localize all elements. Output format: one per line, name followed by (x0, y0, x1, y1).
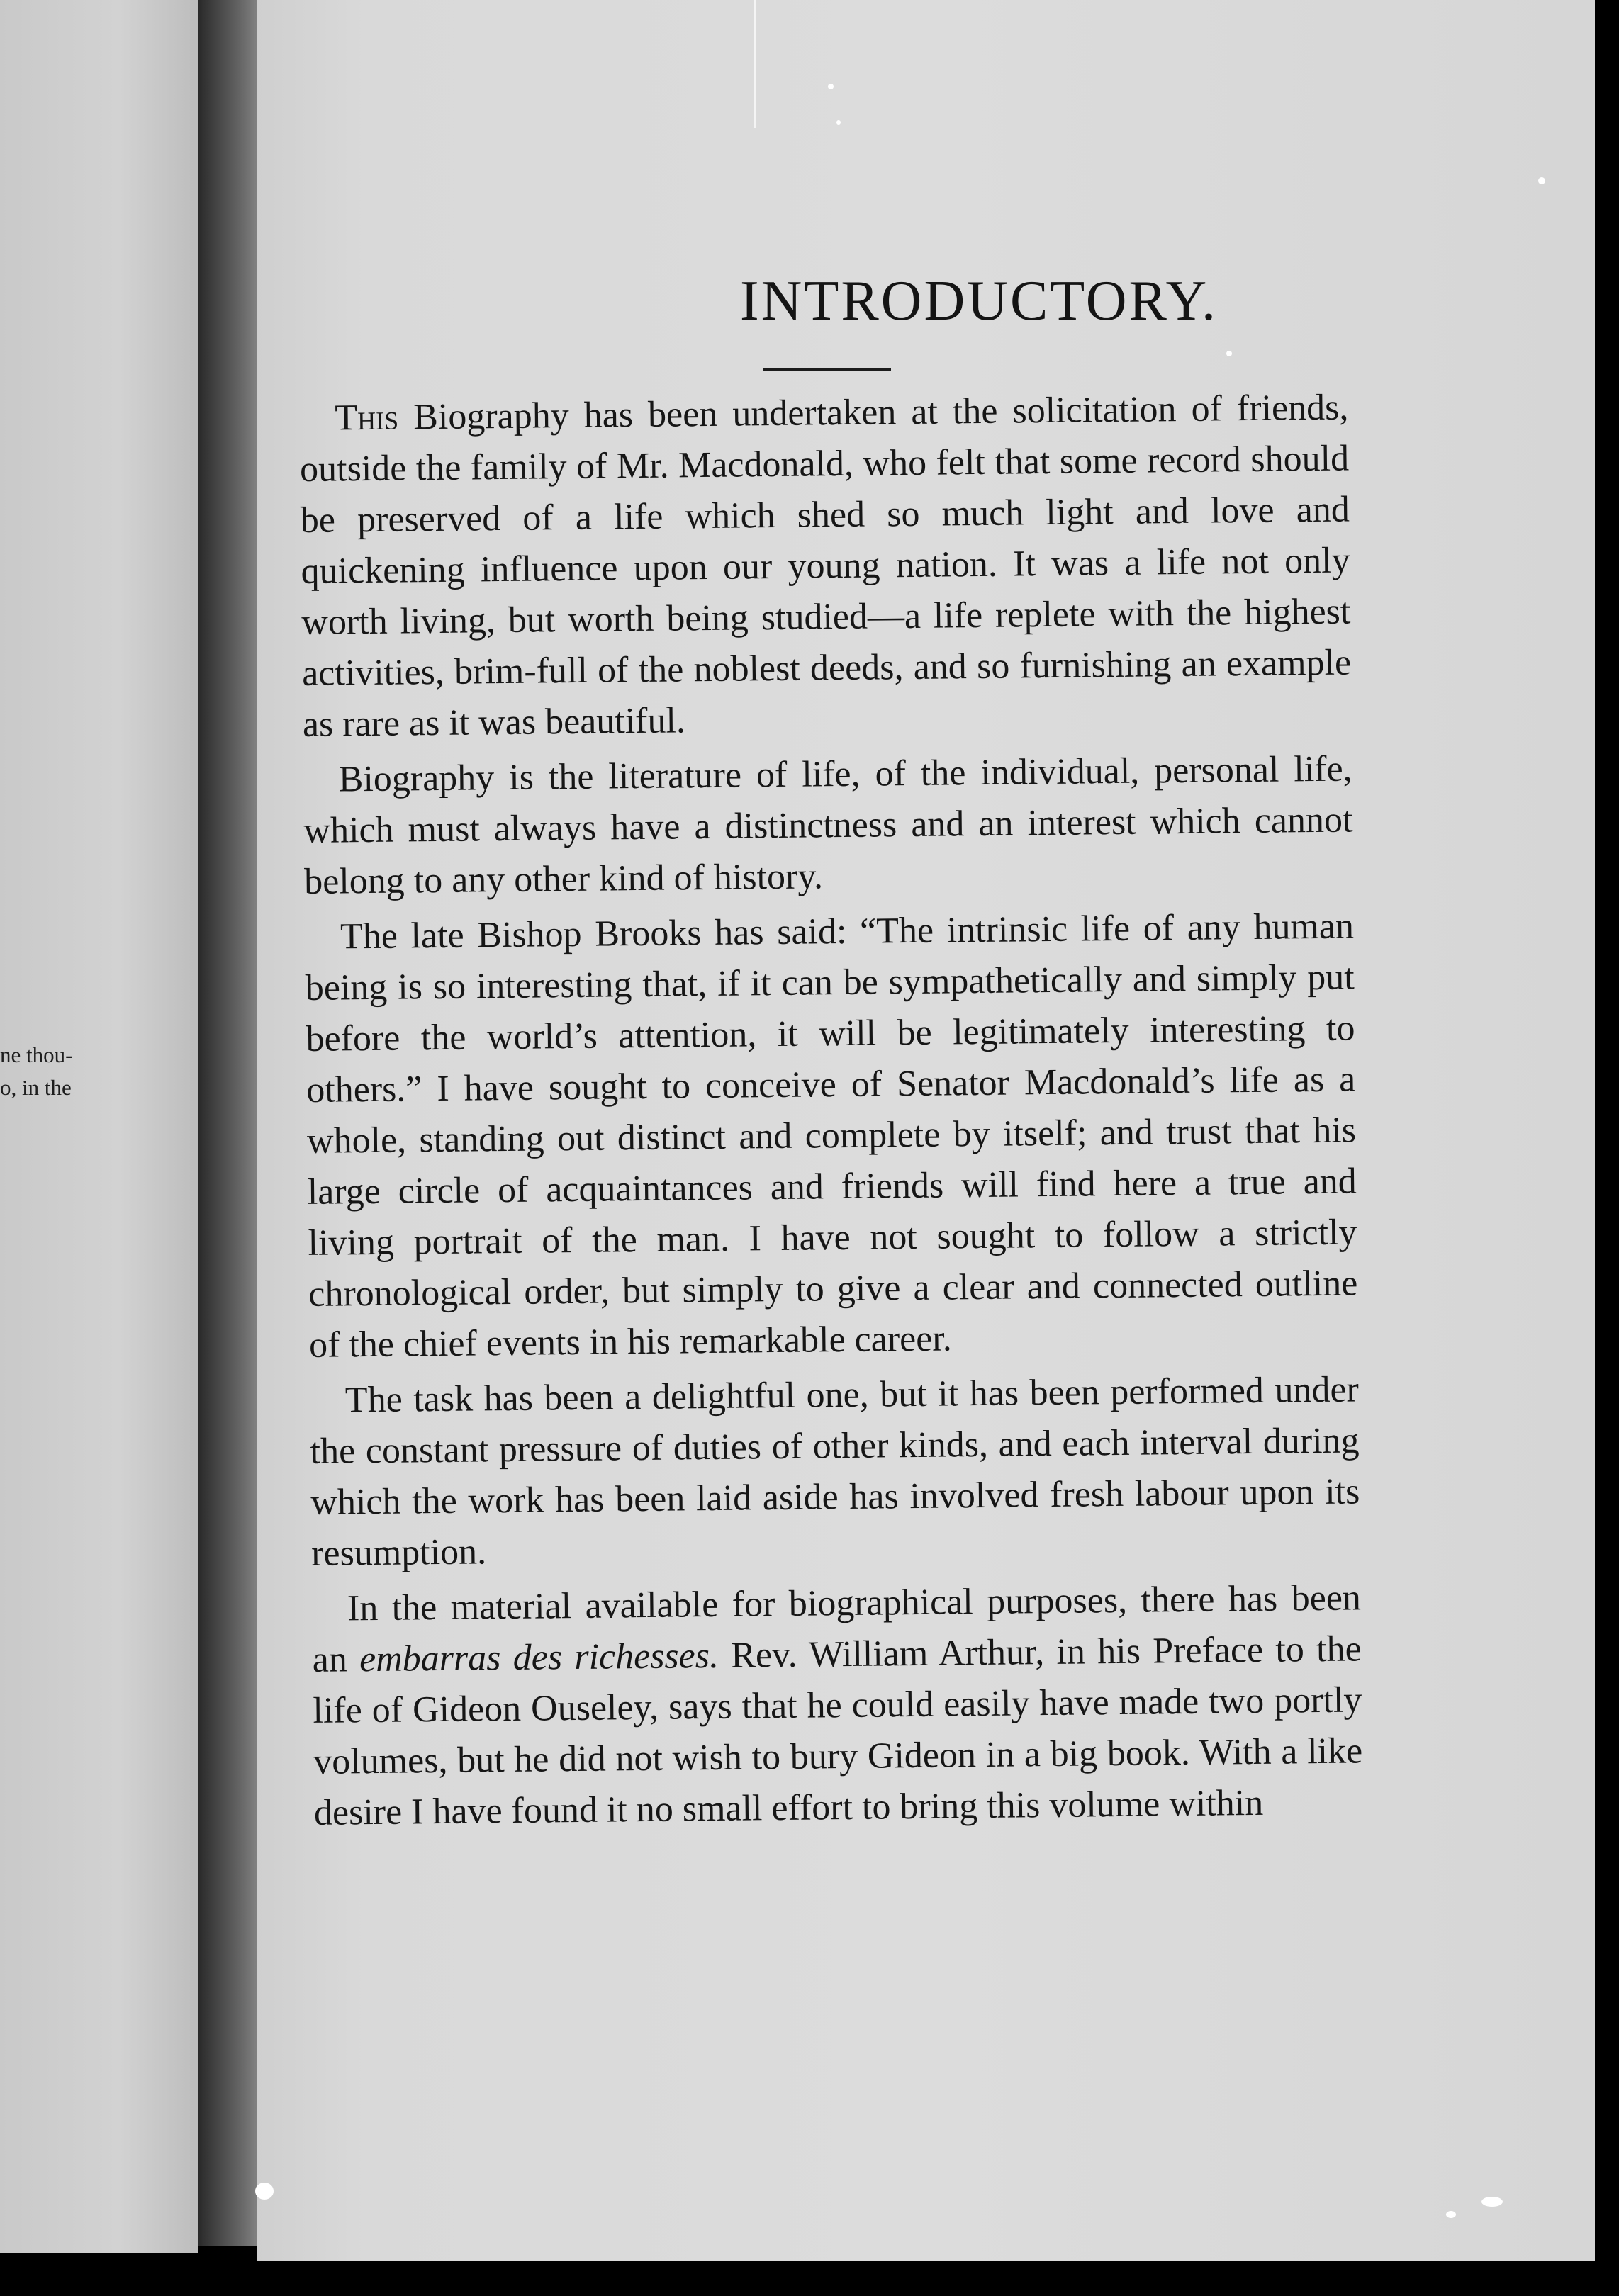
book-gutter (198, 0, 262, 2246)
italic-phrase: embarras des richesses. (359, 1635, 719, 1680)
paragraph-text: Biography has been undertaken at the solicitation of friends, outside the family of Mr. Macdonald, who felt that some record should be preserved of a life which shed so much light and love and quickening influence upon our young nation. It was a life not only worth living, but worth being studied—a life replete with the highest activities, brim-full of the noblest deeds, and so furnishing an example as rare as it was beautiful. (299, 387, 1352, 745)
scan-speck (1446, 2211, 1456, 2218)
facing-page-line: ne thou- (0, 1042, 73, 1067)
scan-speck (1481, 2197, 1503, 2207)
scan-speck (836, 120, 841, 125)
facing-page-edge (0, 0, 198, 2253)
paragraph-text: Rev. William Arthur, in his Preface to the life of Gideon Ouseley, says that he could easily have made two portly volumes, but he did not wish to bury Gideon in a big book. With a like desire I have found it no small effort to bring this volume within (313, 1628, 1363, 1833)
paragraph-text: In the material available for biographical purposes, there has been an (312, 1577, 1362, 1680)
scan-speck (1226, 351, 1232, 356)
book-page (257, 0, 1595, 2261)
paragraph-2: Biography is the literature of life, of the individual, personal life, which must always have a distinctness and an interest which cannot belong to any other kind of history. (303, 748, 1353, 902)
title-divider (763, 368, 891, 371)
paragraph-5 (312, 1572, 1364, 1838)
scan-speck (255, 2183, 274, 2200)
paragraph-1 (299, 383, 1352, 750)
scan-scratch (754, 0, 756, 128)
scan-speck (828, 84, 834, 89)
facing-page-text-fragment (0, 1039, 170, 1104)
paragraph-3: The late Bishop Brooks has said: “The intrinsic life of any human being is so interesting that, if it can be sympathetically and simply put before the world’s attention, it will be legitimately interesting to others.” I have sought to conceive of Senator Macdonald’s life as a whole, standing out distinct and complete by itself; and trust that his large circle of acquaintances and friends will find here a true and living portrait of the man. I have not sought to follow a strictly chronological order, but simply to give a clear and connected outline of the chief events in his remarkable career. (305, 906, 1358, 1366)
facing-page-line: o, in the (0, 1075, 72, 1100)
scan-speck (1538, 177, 1545, 184)
page-title: INTRODUCTORY. (740, 270, 1218, 332)
body-text (299, 383, 1363, 1843)
paragraph-lead-word: This (335, 397, 399, 439)
paragraph-4: The task has been a delightful one, but it has been performed under the constant pressure of duties of other kinds, and each interval during which the work has been laid aside has involved fresh labour upon its resumption. (310, 1369, 1360, 1574)
